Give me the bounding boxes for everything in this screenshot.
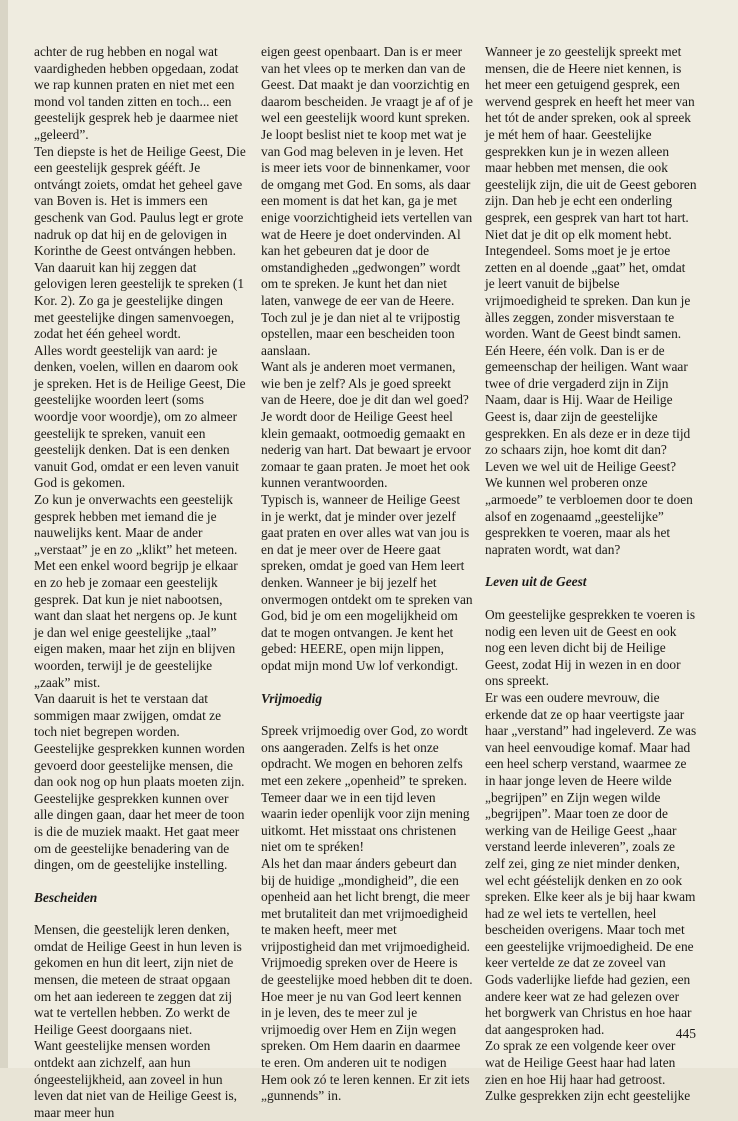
paragraph: Als het dan maar ánders gebeurt dan bij de huidige „mondigheid”, die een openheid aan het licht brengt, die meer met brutaliteit dan met vrijmoedigheid te maken heeft, meer met vrijpostigheid dan met vrijmoedigheid.: [261, 855, 471, 954]
paragraph: Er was een oudere mevrouw, die erkende dat ze op haar veertigste jaar haar „verstand” had ingeleverd. Ze was van heel eenvoudige komaf. Maar had een heel scherp verstand, waarmee ze in haar jonge leven de Heere wilde „begrijpen” en Zijn wegen wilde „begrijpen”. Maar toen ze door de werking van de Heilige Geest „haar verstand leerde inleveren”, zoals ze zelf zei, ging ze niet minder denken, wel echt gééstelijk denken en zo ook spreken. Elke keer als je bij haar kwam had ze wel iets te vertellen, heel bescheiden overigens. Maar toch met een geestelijke vrijmoedigheid. De ene keer vertelde ze dat ze zoveel van Gods vaderlijke liefde had gezien, een andere keer wat ze had gelezen over het borgwerk van Christus en hoe haar dat aangesproken had.: [485, 689, 697, 1037]
paragraph: Want geestelijke mensen worden ontdekt aan zichzelf, aan hun óngeestelijkheid, aan zoveel in hun leven dat niet van de Heilige Geest is, maar meer hun: [34, 1038, 238, 1120]
paragraph: Wanneer je zo geestelijk spreekt met mensen, die de Heere niet kennen, is het meer een getuigend gesprek, een wervend gesprek en heeft het meer van het tót de ander spreken, ook al spreek je mét hem of haar. Geestelijke gesprekken kun je in wezen alleen maar hebben met mensen, die ook geestelijk zijn, die uit de Geest geboren zijn. Dan heb je echt een onderling gesprek, een gesprek van hart tot hart. Niet dat je dit op elk moment hebt. Integendeel. Soms moet je je ertoe zetten en al doende „gaat” het, omdat je leert vanuit de bijbelse vrijmoedigheid te spreken. Dan kun je àlles zeggen, zonder misverstaan te worden. Want de Geest bindt samen. Eén Heere, één volk. Dan is er de gemeenschap der heiligen. Want waar twee of drie vergaderd zijn in Zijn Naam, daar is Hij. Waar de Heilige Geest is, daar zijn de geestelijke gesprekken. En als deze er in deze tijd zo schaars zijn, hoe komt dit dan? Leven we wel uit de Heilige Geest?: [485, 44, 697, 474]
paragraph: Geestelijke gesprekken kunnen worden gevoerd door geestelijke mensen, die dan ook nog op hun plaats moeten zijn. Geestelijke gesprekken kunnen over alle dingen gaan, daar het meer de toon is die de muziek maakt. Het gaat meer om de geestelijke benadering van de dingen, om de geestelijke instelling.: [34, 740, 245, 873]
column-2: [261, 44, 473, 1105]
scan-edge: [0, 0, 8, 1068]
paragraph: Zo kun je onverwachts een geestelijk gesprek hebben met iemand die je nauwelijks kent. Maar de ander „verstaat” je en zo „klikt” het meteen. Met een enkel woord begrijp je elkaar en zo heb je zomaar een geestelijk gesprek. Dat kun je niet nabootsen, want dan slaat het nergens op. Je kunt je dan wel enige geestelijke „taal” eigen maken, maar het zijn en blijven woorden, terwijl je de geestelijke „zaak” mist.: [34, 492, 238, 690]
paragraph: Typisch is, wanneer de Heilige Geest in je werkt, dat je minder over jezelf gaat praten en over alles wat van jou is en dat je meer over de Heere gaat spreken, omdat je goed van Hem leert denken. Wanneer je bij jezelf het onvermogen ontdekt om te spreken van God, bid je om een mogelijkheid om dat te mogen ontvangen. Je kent het gebed: HEERE, open mijn lippen, opdat mijn mond Uw lof verkondigt.: [261, 492, 473, 673]
paragraph: Van daaruit is het te verstaan dat sommigen maar zwijgen, omdat ze toch niet begrepen worden.: [34, 691, 222, 740]
paragraph: Ten diepste is het de Heilige Geest, Die een geestelijk gesprek gééft. Je ontvángt zoiets, omdat het geheel gave van Boven is. Het is immers een geschenk van God. Paulus legt er grote nadruk op dat hij en de gelovigen in Korinthe de Geest ontvángen hebben. Van daaruit kan hij zeggen dat gelovigen leren geestelijk te spreken (1 Kor. 2). Zo ga je geestelijke dingen met geestelijke dingen samenvoegen, zodat het één geheel wordt.: [34, 143, 246, 342]
paragraph: Om geestelijke gesprekken te voeren is nodig een leven uit de Geest en ook nog een leven dicht bij de Heilige Geest, zodat Hij in wezen in en door ons spreekt.: [485, 607, 696, 689]
paragraph: We kunnen wel proberen onze „armoede” te verbloemen door te doen alsof en zogenaamd „geestelijke” gesprekken te voeren, maar als het napraten wordt, wat dan?: [485, 475, 693, 557]
paragraph: Spreek vrijmoedig over God, zo wordt ons aangeraden. Zelfs is het onze opdracht. We mogen en behoren zelfs met een zekere „openheid” te spreken. Temeer daar we in een tijd leven waarin ieder openlijk voor zijn mening uitkomt. Het misstaat ons christenen niet om te spréken!: [261, 723, 470, 855]
paragraph: eigen geest openbaart. Dan is er meer van het vlees op te merken dan van de Geest. Dat maakt je dan voorzichtig en daarom bescheiden. Je vraagt je af of je wel een geestelijk woord kunt spreken. Je loopt beslist niet te koop met wat je van God mag beleven in je leven. Het is meer iets voor de binnenkamer, voor de omgang met God. En soms, als daar een moment is dat het kan, ga je met enige voorzichtigheid iets vertellen van wat de Heere je doet ondervinden. Al kan het gebeuren dat je door de omstandigheden „gedwongen” wordt om te spreken. Je kunt het dan niet laten, vanwege de eer van de Heere. Toch zul je je dan niet al te vrijpostig opstellen, maar een bescheiden toon aanslaan.: [261, 44, 473, 358]
paragraph: Mensen, die geestelijk leren denken, omdat de Heilige Geest in hun leven is gekomen en hun dit leert, zijn niet de mensen, die meteen de straat opgaan om het aan iedereen te zeggen dat zij wat te vertellen hebben. Zo werkt de Heilige Geest doorgaans niet.: [34, 922, 242, 1037]
section-heading-bescheiden: Bescheiden: [34, 889, 98, 905]
column-3: [485, 44, 697, 1105]
paragraph: Zulke gesprekken zijn echt geestelijke: [485, 1088, 691, 1104]
paragraph: achter de rug hebben en nogal wat vaardigheden hebben opgedaan, zodat we rap kunnen praten en niet met een mond vol tanden zitten en toch... een geestelijk gesprek heb je daarmee niet „geleerd”.: [34, 44, 239, 142]
section-heading-leven-uit-de-geest: Leven uit de Geest: [485, 574, 587, 590]
paragraph: Alles wordt geestelijk van aard: je denken, voelen, willen en daarom ook je spreken. Het is de Heilige Geest, Die geestelijke woorden leert (soms woordje voor woordje), om zo almeer geestelijk te spreken, vanuit een geestelijk denken. Dat is een denken vanuit God, omdat er een leven vanuit God is gekomen.: [34, 342, 246, 491]
section-heading-vrijmoedig: Vrijmoedig: [261, 690, 323, 706]
column-1: [34, 44, 246, 1121]
paragraph: Want als je anderen moet vermanen, wie ben je zelf? Als je goed spreekt van de Heere, doe je dit dan wel goed? Je wordt door de Heilige Geest heel klein gemaakt, ootmoedig gemaakt en nederig van hart. Dat bewaart je ervoor zomaar te gaan praten. Je moet het ook kunnen verantwoorden.: [261, 359, 472, 491]
paragraph: Vrijmoedig spreken over de Heere is de geestelijke moed hebben dit te doen. Hoe meer je nu van God leert kennen in je leven, des te meer zul je vrijmoedig over Hem en Zijn wegen spreken. Om Hem daarin en daarmee te eren. Om anderen uit te nodigen Hem ook zó te leren kennen. Er zit iets „gunnends” in.: [261, 955, 473, 1104]
page-number: 445: [675, 1026, 696, 1041]
paragraph: Zo sprak ze een volgende keer over wat de Heilige Geest haar had laten zien en hoe Hij haar had getroost.: [485, 1038, 676, 1087]
